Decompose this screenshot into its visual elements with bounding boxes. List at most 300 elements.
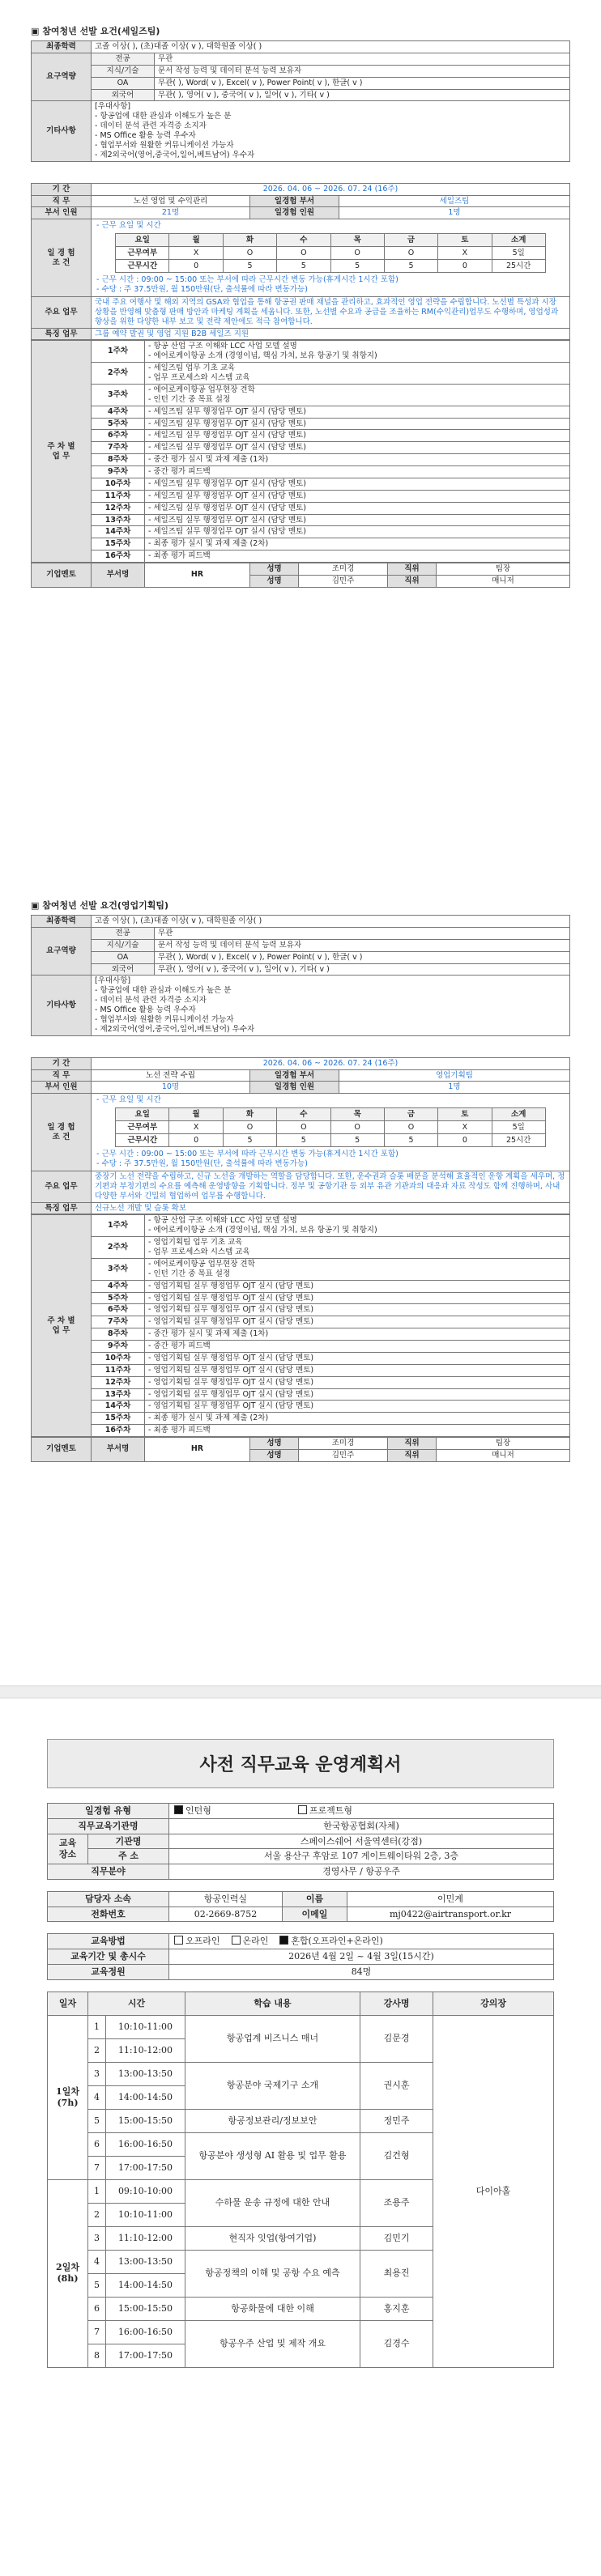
checked-box-icon — [174, 1805, 183, 1814]
teacher-name: 조용주 — [360, 2179, 433, 2226]
period-time: 14:00-14:50 — [106, 2085, 185, 2109]
mail-label: 이메일 — [283, 1906, 347, 1922]
schedule-table — [47, 1992, 554, 2368]
section-sales-planning-team — [31, 899, 570, 1462]
staff-value: 21명 — [92, 207, 250, 219]
lecture-room: 다이아홀 — [433, 2015, 554, 2367]
week-task: - 최종 평가 피드백 — [145, 550, 570, 563]
period-label: 기 간 — [32, 183, 92, 195]
week-row — [32, 1215, 570, 1237]
hours-cell: 5 — [384, 260, 437, 273]
mentor-1-name: 조미경 — [299, 563, 388, 576]
condition-note: - 근무 요일 및 시간 — [96, 1095, 161, 1105]
mail-value: mj0422@airtransport.or.kr — [347, 1906, 554, 1922]
week-task: - 영업기획팀 실무 행정업무 OJT 실시 (담당 멘토) — [145, 1292, 570, 1304]
mgr-dept-value: 항공인력실 — [169, 1891, 283, 1906]
week-task: - 항공 산업 구조 이해와 LCC 사업 모델 설명 - 에어로케이항공 소개 (경영이념, 핵심 가치, 보유 항공기 및 취항지) — [145, 1215, 570, 1237]
major-value: 무관 — [155, 927, 570, 939]
period-time: 16:00-16:50 — [106, 2320, 185, 2344]
week-number: 16주차 — [92, 1425, 145, 1437]
hours-cell: 5 — [277, 260, 330, 273]
weekday-header: 목 — [330, 234, 384, 247]
language-value: 무관( ), 영어( v ), 중국어( v ), 일어( v ), 기타( v ) — [155, 89, 570, 101]
period-time: 14:00-14:50 — [106, 2273, 185, 2297]
week-row — [32, 1237, 570, 1259]
method-option-label: 온라인 — [242, 1936, 269, 1947]
staff-label: 부서 인원 — [32, 207, 92, 219]
week-task: - 세일즈팀 실무 행정업무 OJT 실시 (담당 멘토) — [145, 526, 570, 538]
weekday-header: 월 — [169, 234, 223, 247]
weekday-table — [115, 233, 546, 273]
duty-label: 직 무 — [32, 195, 92, 207]
major-label: 전공 — [92, 53, 155, 65]
work-cell: 5일 — [492, 247, 545, 260]
weekday-header: 소계 — [492, 234, 545, 247]
capacity-value: 84명 — [169, 1964, 554, 1979]
week-number: 7주차 — [92, 442, 145, 454]
oa-value: 무관( ), Word( v ), Excel( v ), Power Point( v ), 한글( v ) — [155, 951, 570, 963]
work-cell: X — [169, 1121, 223, 1134]
week-number: 4주차 — [92, 1280, 145, 1292]
hours-cell: 0 — [169, 1134, 223, 1147]
week-task: - 세일즈팀 실무 행정업무 OJT 실시 (담당 멘토) — [145, 490, 570, 502]
week-number: 13주차 — [92, 1388, 145, 1401]
period-time: 11:10-12:00 — [106, 2038, 185, 2062]
language-value: 무관( ), 영어( v ), 중국어( v ), 일어( v ), 기타( v ) — [155, 963, 570, 976]
hours-cell: 5 — [330, 260, 384, 273]
week-number: 10주차 — [92, 478, 145, 490]
mentor-table — [31, 563, 570, 588]
week-number: 1주차 — [92, 1215, 145, 1237]
field-value: 경영사무 / 항공우주 — [169, 1864, 554, 1880]
period-label: 기 간 — [32, 1057, 92, 1069]
week-task: - 세일즈팀 실무 행정업무 OJT 실시 (담당 멘토) — [145, 478, 570, 490]
week-number: 13주차 — [92, 514, 145, 526]
lesson-content: 항공분야 생성형 AI 활용 및 업무 활용 — [185, 2132, 360, 2179]
addr-value: 서울 용산구 후암로 107 게이트웨이타워 2층, 3층 — [169, 1849, 554, 1864]
condition-note: - 근무 요일 및 시간 — [96, 221, 161, 231]
condition-footnote: - 근무 시간 : 09:00 ~ 15:00 또는 부서에 따라 근무시간 변동 가능(휴게시간 1시간 포함) - 수당 : 주 37.5만원, 월 150만원(단, 출석률에 따라 변동가능) — [96, 275, 399, 294]
etc-value: [우대사항] - 항공업에 대한 관심과 이해도가 높은 분 - 데이터 분석 관련 자격증 소지자 - MS Office 활용 능력 우수자 - 협업부서와 원활한 커뮤니케이션 가능자 - 제2외국어(영어,중국어,일어,베트남어) 우수자 — [92, 101, 570, 161]
lesson-content: 항공우주 산업 및 제작 개요 — [185, 2320, 360, 2367]
schedule-row — [48, 2015, 554, 2038]
weekday-header: 목 — [330, 1108, 384, 1121]
lesson-content: 항공분야 국제기구 소개 — [185, 2062, 360, 2109]
week-number: 9주차 — [92, 1341, 145, 1353]
hours-cell: 0 — [169, 260, 223, 273]
mentor-2-name: 김민주 — [299, 575, 388, 587]
week-task: - 최종 평가 실시 및 과제 제출 (2차) — [145, 538, 570, 550]
period-number: 1 — [88, 2179, 106, 2203]
language-label: 외국어 — [92, 89, 155, 101]
week-row — [32, 526, 570, 538]
teacher-name: 권시훈 — [360, 2062, 433, 2109]
day-label: 1일차 (7h) — [48, 2015, 88, 2179]
week-row — [32, 418, 570, 430]
week-task: - 영업기획팀 실무 행정업무 OJT 실시 (담당 멘토) — [145, 1304, 570, 1316]
week-task: - 영업기획팀 실무 행정업무 OJT 실시 (담당 멘토) — [145, 1280, 570, 1292]
week-number: 16주차 — [92, 550, 145, 563]
contact-table — [47, 1891, 554, 1923]
lesson-content: 항공정보관리/정보보안 — [185, 2109, 360, 2132]
weekday-header: 요일 — [116, 1108, 169, 1121]
mentor-2-name: 김민주 — [299, 1449, 388, 1461]
week-row — [32, 1352, 570, 1364]
teacher-name: 김건형 — [360, 2132, 433, 2179]
hours-cell: 0 — [438, 260, 492, 273]
hours-row-label: 근무시간 — [116, 260, 169, 273]
edu-label: 최종학력 — [32, 41, 92, 53]
work-cell: O — [223, 247, 276, 260]
period-number: 2 — [88, 2038, 106, 2062]
work-cell: O — [384, 1121, 437, 1134]
work-cell: O — [330, 247, 384, 260]
main-duty-label: 주요 업무 — [32, 1171, 92, 1202]
period-time: 17:00-17:50 — [106, 2344, 185, 2367]
week-row — [32, 1328, 570, 1341]
period-number: 7 — [88, 2156, 106, 2179]
week-row — [32, 430, 570, 442]
org-value: 한국항공협회(자체) — [169, 1818, 554, 1834]
week-task: - 중간 평가 피드백 — [145, 1341, 570, 1353]
week-row — [32, 514, 570, 526]
requirements-table — [31, 915, 570, 1036]
week-task: - 중간 평가 피드백 — [145, 466, 570, 478]
section-title: ▣ 참여청년 선발 요건(영업기획팀) — [31, 900, 169, 911]
page-divider — [0, 1685, 601, 1698]
main-duty-value: 국내 주요 여행사 및 해외 지역의 GSA와 협업을 통해 항공권 판매 채널을 관리하고, 효과적인 영업 전략을 수립합니다. 노선별 특성과 시장 상황을 반영해 맞춤형 판매 방안과 마케팅 계획을 세웁니다. 또한, 노선별 수요과 공급을 조율하는 RM(수익관리)업무도 수행하며, 영업성과 향상을 위한 다양한 내부 보고 및 전략 제안에도 적극 참여합니다. — [92, 296, 570, 328]
staff-value: 10명 — [92, 1082, 250, 1094]
work-cell: O — [330, 1121, 384, 1134]
tel-value: 02-2669-8752 — [169, 1906, 283, 1922]
period-number: 3 — [88, 2226, 106, 2250]
weekday-header: 토 — [438, 1108, 492, 1121]
period-number: 5 — [88, 2109, 106, 2132]
week-task: - 영업기획팀 실무 행정업무 OJT 실시 (담당 멘토) — [145, 1364, 570, 1376]
week-number: 11주차 — [92, 490, 145, 502]
oa-label: OA — [92, 951, 155, 963]
work-cell: O — [384, 247, 437, 260]
method-label: 교육방법 — [48, 1934, 169, 1949]
weekday-header: 수 — [277, 234, 330, 247]
week-row — [32, 1376, 570, 1388]
lesson-content: 수하물 운송 규정에 대한 안내 — [185, 2179, 360, 2226]
trainee-value: 1명 — [339, 1082, 570, 1094]
period-time: 11:10-12:00 — [106, 2226, 185, 2250]
type-label: 일경험 유형 — [48, 1804, 169, 1819]
weekday-table — [115, 1107, 546, 1147]
week-task: - 영업기획팀 실무 행정업무 OJT 실시 (담당 멘토) — [145, 1401, 570, 1413]
week-row — [32, 1304, 570, 1316]
period-time: 09:10-10:00 — [106, 2179, 185, 2203]
teacher-name: 최용진 — [360, 2250, 433, 2297]
work-info-table — [31, 183, 570, 341]
week-number: 8주차 — [92, 1328, 145, 1341]
type-option-intern[interactable] — [174, 1805, 211, 1816]
hours-cell: 25시간 — [492, 1134, 545, 1147]
week-task: - 영업기획팀 업무 기초 교육 - 업무 프로세스와 시스템 교육 — [145, 1237, 570, 1259]
teacher-name: 김경수 — [360, 2320, 433, 2367]
oa-label: OA — [92, 77, 155, 89]
weekday-header: 토 — [438, 234, 492, 247]
mentor-1-name: 조미경 — [299, 1438, 388, 1450]
dept-label: 일경험 부서 — [250, 1069, 339, 1082]
mentor-name-label: 성명 — [250, 563, 299, 576]
mentor-1-position: 팀장 — [437, 563, 570, 576]
trainee-value: 1명 — [339, 207, 570, 219]
dept-value: 세일즈팀 — [339, 195, 570, 207]
work-cell: X — [169, 247, 223, 260]
week-row — [32, 1292, 570, 1304]
week-task: - 세일즈팀 실무 행정업무 OJT 실시 (담당 멘토) — [145, 514, 570, 526]
competency-label: 요구역량 — [32, 927, 92, 976]
mentor-position-label: 직위 — [388, 1438, 437, 1450]
condition-cell — [92, 1094, 570, 1171]
period-time: 15:00-15:50 — [106, 2297, 185, 2320]
term-value: 2026년 4월 2일 ~ 4월 3일(15시간) — [169, 1949, 554, 1965]
mentor-dept-value: HR — [145, 563, 250, 588]
edu-value: 고졸 이상( ), (초)대졸 이상( v ), 대학원졸 이상( ) — [92, 916, 570, 928]
duty-value: 노선 영업 및 수익관리 — [92, 195, 250, 207]
teacher-name: 김문경 — [360, 2015, 433, 2062]
weekday-header: 화 — [223, 234, 276, 247]
week-row — [32, 1401, 570, 1413]
tel-label: 전화번호 — [48, 1906, 169, 1922]
document-title: 사전 직무교육 운영계획서 — [47, 1739, 554, 1788]
week-number: 1주차 — [92, 341, 145, 363]
week-row — [32, 1425, 570, 1437]
field-label: 직무분야 — [48, 1864, 169, 1880]
week-row — [32, 1364, 570, 1376]
period-time: 13:00-13:50 — [106, 2062, 185, 2085]
week-number: 2주차 — [92, 1237, 145, 1259]
capacity-label: 교육정원 — [48, 1964, 169, 1979]
week-row — [32, 1413, 570, 1425]
method-option-mixed[interactable] — [279, 1936, 382, 1946]
week-number: 6주차 — [92, 430, 145, 442]
week-row — [32, 341, 570, 363]
week-row — [32, 406, 570, 418]
type-option-label: 인턴형 — [185, 1805, 211, 1816]
inst-label: 기관명 — [88, 1834, 169, 1849]
week-task: - 세일즈팀 실무 행정업무 OJT 실시 (담당 멘토) — [145, 430, 570, 442]
method-option-label: 오프라인 — [185, 1936, 220, 1947]
day-label: 2일차 (8h) — [48, 2179, 88, 2367]
week-task: - 세일즈팀 실무 행정업무 OJT 실시 (담당 멘토) — [145, 502, 570, 514]
mentor-table — [31, 1437, 570, 1462]
skill-value: 문서 작성 능력 및 데이터 분석 능력 보유자 — [155, 65, 570, 77]
mentor-name-label: 성명 — [250, 1438, 299, 1450]
week-row — [32, 442, 570, 454]
checked-box-icon — [279, 1936, 288, 1945]
week-number: 15주차 — [92, 538, 145, 550]
mgr-name-label: 이름 — [283, 1891, 347, 1906]
mentor-name-label: 성명 — [250, 575, 299, 587]
week-row — [32, 1388, 570, 1401]
weekly-label: 주 차 별 업 무 — [32, 1215, 92, 1437]
schedule-header: 시간 — [88, 1992, 185, 2015]
mentor-name-label: 성명 — [250, 1449, 299, 1461]
etc-label: 기타사항 — [32, 976, 92, 1035]
work-cell: 5일 — [492, 1121, 545, 1134]
mentor-position-label: 직위 — [388, 575, 437, 587]
period-number: 4 — [88, 2250, 106, 2273]
mentor-dept-label: 부서명 — [92, 1438, 145, 1462]
addr-label: 주 소 — [88, 1849, 169, 1864]
mentor-dept-value: HR — [145, 1438, 250, 1462]
week-task: - 에어로케이항공 업무현장 견학 - 인턴 기간 중 목표 설정 — [145, 1258, 570, 1280]
trainee-label: 일경험 인원 — [250, 1082, 339, 1094]
week-task: - 영업기획팀 실무 행정업무 OJT 실시 (담당 멘토) — [145, 1388, 570, 1401]
lesson-content: 항공정책의 이해 및 공항 수요 예측 — [185, 2250, 360, 2297]
week-task: - 중간 평가 실시 및 과제 제출 (1차) — [145, 454, 570, 466]
week-number: 9주차 — [92, 466, 145, 478]
week-task: - 최종 평가 피드백 — [145, 1425, 570, 1437]
section-title: ▣ 참여청년 선발 요건(세일즈팀) — [31, 26, 160, 36]
edu-label: 최종학력 — [32, 916, 92, 928]
mentor-dept-label: 부서명 — [92, 563, 145, 588]
period-time: 10:10-11:00 — [106, 2015, 185, 2038]
schedule-header: 강사명 — [360, 1992, 433, 2015]
skill-value: 문서 작성 능력 및 데이터 분석 능력 보유자 — [155, 939, 570, 951]
edu-value: 고졸 이상( ), (초)대졸 이상( v ), 대학원졸 이상( ) — [92, 41, 570, 53]
requirements-table — [31, 40, 570, 162]
week-task: - 영업기획팀 실무 행정업무 OJT 실시 (담당 멘토) — [145, 1316, 570, 1328]
week-number: 12주차 — [92, 502, 145, 514]
period-time: 17:00-17:50 — [106, 2156, 185, 2179]
language-label: 외국어 — [92, 963, 155, 976]
etc-label: 기타사항 — [32, 101, 92, 161]
week-row — [32, 478, 570, 490]
method-option-offline[interactable] — [174, 1936, 220, 1946]
term-label: 교육기간 및 총시수 — [48, 1949, 169, 1965]
method-option-online[interactable] — [232, 1936, 269, 1946]
period-number: 6 — [88, 2132, 106, 2156]
inst-value: 스페이스쉐어 서울역센터(강점) — [169, 1834, 554, 1849]
hours-cell: 5 — [223, 1134, 276, 1147]
week-number: 5주차 — [92, 418, 145, 430]
week-number: 2주차 — [92, 363, 145, 385]
mentor-label: 기업멘토 — [32, 1438, 92, 1462]
week-task: - 세일즈팀 실무 행정업무 OJT 실시 (담당 멘토) — [145, 406, 570, 418]
mgr-dept-label: 담당자 소속 — [48, 1891, 169, 1906]
period-number: 4 — [88, 2085, 106, 2109]
week-task: - 세일즈팀 실무 행정업무 OJT 실시 (담당 멘토) — [145, 442, 570, 454]
hours-cell: 0 — [438, 1134, 492, 1147]
period-number: 3 — [88, 2062, 106, 2085]
hours-cell: 5 — [384, 1134, 437, 1147]
hours-cell: 5 — [330, 1134, 384, 1147]
week-task: - 중간 평가 실시 및 과제 제출 (1차) — [145, 1328, 570, 1341]
type-options — [169, 1804, 554, 1819]
weekly-tasks-table — [31, 340, 570, 563]
period-value: 2026. 04. 06 ~ 2026. 07. 24 (16주) — [92, 1057, 570, 1069]
period-number: 7 — [88, 2320, 106, 2344]
feature-label: 특징 업무 — [32, 328, 92, 340]
mentor-2-position: 매니저 — [437, 1449, 570, 1461]
place-label: 교육 장소 — [48, 1834, 88, 1864]
schedule-header: 일자 — [48, 1992, 88, 2015]
mentor-position-label: 직위 — [388, 563, 437, 576]
period-number: 1 — [88, 2015, 106, 2038]
work-row-label: 근무여부 — [116, 247, 169, 260]
teacher-name: 정민주 — [360, 2109, 433, 2132]
teacher-name: 김민기 — [360, 2226, 433, 2250]
main-duty-label: 주요 업무 — [32, 296, 92, 328]
schedule-header: 학습 내용 — [185, 1992, 360, 2015]
condition-cell — [92, 219, 570, 297]
week-number: 4주차 — [92, 406, 145, 418]
week-number: 3주차 — [92, 1258, 145, 1280]
trainee-label: 일경험 인원 — [250, 207, 339, 219]
dept-label: 일경험 부서 — [250, 195, 339, 207]
hours-row-label: 근무시간 — [116, 1134, 169, 1147]
week-number: 8주차 — [92, 454, 145, 466]
type-option-project[interactable] — [298, 1805, 352, 1816]
mentor-label: 기업멘토 — [32, 563, 92, 588]
week-number: 6주차 — [92, 1304, 145, 1316]
duty-value: 노선 전략 수립 — [92, 1069, 250, 1082]
week-row — [32, 466, 570, 478]
dept-value: 영업기획팀 — [339, 1069, 570, 1082]
weekday-header: 소계 — [492, 1108, 545, 1121]
mentor-1-position: 팀장 — [437, 1438, 570, 1450]
week-task: - 영업기획팀 실무 행정업무 OJT 실시 (담당 멘토) — [145, 1352, 570, 1364]
lesson-content: 항공화물에 대한 이해 — [185, 2297, 360, 2320]
week-row — [32, 502, 570, 514]
week-row — [32, 1316, 570, 1328]
major-value: 무관 — [155, 53, 570, 65]
weekly-label: 주 차 별 업 무 — [32, 341, 92, 563]
type-option-label: 프로젝트형 — [309, 1805, 353, 1816]
period-time: 13:00-13:50 — [106, 2250, 185, 2273]
teacher-name: 홍지훈 — [360, 2297, 433, 2320]
week-number: 3주차 — [92, 384, 145, 406]
work-cell: O — [277, 1121, 330, 1134]
week-row — [32, 490, 570, 502]
staff-label: 부서 인원 — [32, 1082, 92, 1094]
work-cell: X — [438, 247, 492, 260]
lesson-content: 현직자 잇업(항여기업) — [185, 2226, 360, 2250]
work-row-label: 근무여부 — [116, 1121, 169, 1134]
method-table — [47, 1933, 554, 1979]
section-sales-team — [31, 24, 570, 588]
period-number: 5 — [88, 2273, 106, 2297]
week-task: - 세일즈팀 업무 기초 교육 - 업무 프로세스와 시스템 교육 — [145, 363, 570, 385]
hours-cell: 25시간 — [492, 260, 545, 273]
week-number: 11주차 — [92, 1364, 145, 1376]
week-row — [32, 454, 570, 466]
week-number: 14주차 — [92, 526, 145, 538]
week-number: 10주차 — [92, 1352, 145, 1364]
period-number: 8 — [88, 2344, 106, 2367]
period-time: 10:10-11:00 — [106, 2203, 185, 2226]
unchecked-box-icon — [174, 1936, 183, 1945]
unchecked-box-icon — [232, 1936, 241, 1945]
condition-footnote: - 근무 시간 : 09:00 ~ 15:00 또는 부서에 따라 근무시간 변동 가능(휴게시간 1시간 포함) - 수당 : 주 37.5만원, 월 150만원(단, 출석률에 따라 변동가능) — [96, 1150, 399, 1168]
lesson-content: 항공업계 비즈니스 매너 — [185, 2015, 360, 2062]
work-info-table — [31, 1057, 570, 1215]
condition-label: 일 경 험 조 건 — [32, 1094, 92, 1171]
main-duty-value: 중장기 노선 전략을 수립하고, 신규 노선을 개발하는 역할을 담당합니다. 또한, 운수권과 슬롯 배분을 분석해 효율적인 운항 계획을 세우며, 정기편과 부정기편의 수요를 예측해 운영방향을 기획합니다. 정부 및 공항기관 등 외부 유관 기관과의 대응과 자료 작성도 함께 진행하며, 사내 다양한 부서와 긴밀히 협업하여 업무를 수행합니다. — [92, 1171, 570, 1202]
week-row — [32, 550, 570, 563]
competency-label: 요구역량 — [32, 53, 92, 101]
org-label: 직무교육기관명 — [48, 1818, 169, 1834]
feature-value: 신규노선 개발 및 슬롯 확보 — [92, 1202, 570, 1214]
weekday-header: 화 — [223, 1108, 276, 1121]
week-task: - 세일즈팀 실무 행정업무 OJT 실시 (담당 멘토) — [145, 418, 570, 430]
feature-label: 특징 업무 — [32, 1202, 92, 1214]
